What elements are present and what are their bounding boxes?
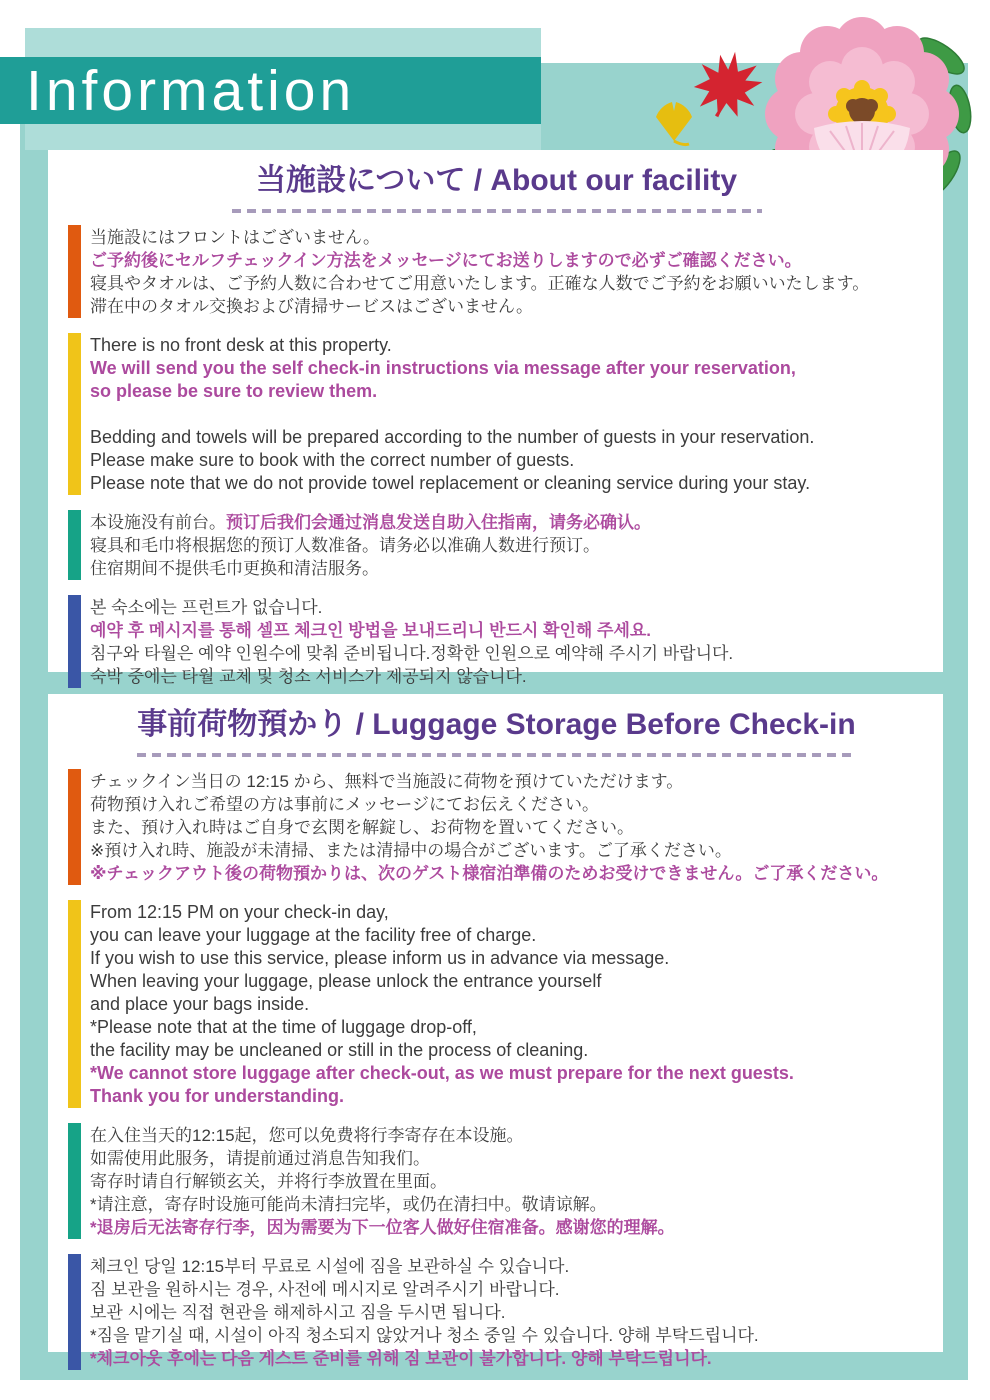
paragraph-text bbox=[90, 225, 925, 318]
accent-bar bbox=[68, 1123, 81, 1239]
paragraph-zh bbox=[68, 510, 925, 580]
paragraph-en bbox=[68, 900, 925, 1108]
text-segment: 寄存时请自行解锁玄关，并将行李放置在里面。 bbox=[90, 1172, 447, 1191]
paragraph-text bbox=[90, 595, 925, 688]
text-line bbox=[90, 642, 925, 665]
text-segment: 寝具和毛巾将根据您的预订人数准备。请务必以准确人数进行预订。 bbox=[90, 536, 600, 555]
text-line bbox=[90, 1016, 925, 1039]
text-line bbox=[90, 924, 925, 947]
text-segment: 住宿期间不提供毛巾更换和清洁服务。 bbox=[90, 559, 379, 578]
text-line bbox=[90, 403, 925, 426]
paragraph-zh bbox=[68, 1123, 925, 1239]
paragraph-text bbox=[90, 900, 925, 1108]
text-segment: the facility may be uncleaned or still in the process of cleaning. bbox=[90, 1040, 589, 1060]
text-segment: Please note that we do not provide towel replacement or cleaning service during your stay. bbox=[90, 473, 811, 493]
page-title: Information bbox=[26, 58, 356, 123]
text-line bbox=[90, 665, 925, 688]
text-segment: チェックイン当日の 12:15 から、無料で当施設に荷物を預けていただけます。 bbox=[90, 772, 684, 791]
text-segment: 보관 시에는 직접 현관을 해제하시고 짐을 두시면 됩니다. bbox=[90, 1303, 506, 1322]
text-line bbox=[90, 534, 925, 557]
text-segment: *짐을 맡기실 때, 시설이 아직 청소되지 않았거나 청소 중일 수 있습니다. 양해 부탁드립니다. bbox=[90, 1326, 759, 1345]
dashed-divider bbox=[232, 209, 762, 213]
paragraph-text bbox=[90, 510, 925, 580]
text-segment: *请注意，寄存时设施可能尚未清扫完毕，或仍在清扫中。敬请谅解。 bbox=[90, 1195, 607, 1214]
paragraph-en bbox=[68, 333, 925, 495]
text-segment: 当施設にはフロントはございません。 bbox=[90, 228, 381, 247]
section-about-facility bbox=[48, 150, 943, 686]
accent-bar bbox=[68, 510, 81, 580]
text-segment: When leaving your luggage, please unlock the entrance yourself bbox=[90, 971, 602, 991]
text-line bbox=[90, 1301, 925, 1324]
text-segment: We will send you the self check-in instructions via message after your reservation, bbox=[90, 358, 796, 378]
section-paragraphs bbox=[68, 769, 925, 1370]
text-segment: 预订后我们会通过消息发送自助入住指南，请务必确认。 bbox=[226, 513, 651, 532]
text-segment: you can leave your luggage at the facility free of charge. bbox=[90, 925, 537, 945]
accent-bar bbox=[68, 900, 81, 1108]
text-line bbox=[90, 1147, 925, 1170]
accent-bar bbox=[68, 225, 81, 318]
text-segment: 침구와 타월은 예약 인원수에 맞춰 준비됩니다.정확한 인원으로 예약해 주시기 바랍니다. bbox=[90, 644, 734, 663]
text-segment: 如需使用此服务，请提前通过消息告知我们。 bbox=[90, 1149, 430, 1168]
accent-bar bbox=[68, 769, 81, 885]
section-title: 事前荷物預かり / Luggage Storage Before Check-in bbox=[137, 708, 856, 741]
paragraph-text bbox=[90, 1254, 925, 1370]
text-line bbox=[90, 334, 925, 357]
text-line bbox=[90, 619, 925, 642]
text-line bbox=[90, 1255, 925, 1278]
text-segment: Bedding and towels will be prepared according to the number of guests in your reservation. bbox=[90, 427, 815, 447]
text-line bbox=[90, 1347, 925, 1370]
text-line bbox=[90, 511, 925, 534]
text-line bbox=[90, 380, 925, 403]
paragraph-ko bbox=[68, 595, 925, 688]
text-line bbox=[90, 1039, 925, 1062]
paragraph-ko bbox=[68, 1254, 925, 1370]
accent-bar bbox=[68, 1254, 81, 1370]
text-line bbox=[90, 426, 925, 449]
text-line bbox=[90, 249, 925, 272]
text-line bbox=[90, 1085, 925, 1108]
accent-bar bbox=[68, 333, 81, 495]
text-segment: If you wish to use this service, please inform us in advance via message. bbox=[90, 948, 670, 968]
ginkgo-leaf-icon bbox=[646, 99, 704, 147]
text-line bbox=[90, 1216, 925, 1239]
text-segment: Thank you for understanding. bbox=[90, 1086, 345, 1106]
text-line bbox=[90, 357, 925, 380]
text-line bbox=[90, 1193, 925, 1216]
text-segment: 荷物預け入れご希望の方は事前にメッセージにてお伝えください。 bbox=[90, 795, 599, 814]
text-segment: 숙박 중에는 타월 교체 및 청소 서비스가 제공되지 않습니다. bbox=[90, 667, 527, 686]
text-segment: また、預け入れ時はご自身で玄関を解錠し、お荷物を置いてください。 bbox=[90, 818, 634, 837]
text-segment: *체크아웃 후에는 다음 게스트 준비를 위해 짐 보관이 불가합니다. 양해 부탁드립니다. bbox=[90, 1349, 712, 1368]
text-line bbox=[90, 839, 925, 862]
text-line bbox=[90, 557, 925, 580]
text-segment: 예약 후 메시지를 통해 셀프 체크인 방법을 보내드리니 반드시 확인해 주세요. bbox=[90, 621, 652, 640]
text-line bbox=[90, 272, 925, 295]
text-line bbox=[90, 993, 925, 1016]
text-line bbox=[90, 1062, 925, 1085]
dashed-divider bbox=[137, 753, 857, 757]
text-line bbox=[90, 793, 925, 816]
text-segment: and place your bags inside. bbox=[90, 994, 310, 1014]
section-luggage-storage bbox=[48, 694, 943, 1368]
paragraph-ja bbox=[68, 225, 925, 318]
paragraph-text bbox=[90, 769, 925, 885]
paragraph-ja bbox=[68, 769, 925, 885]
text-segment: 寝具やタオルは、ご予約人数に合わせてご用意いたします。正確な人数でご予約をお願いいたします。 bbox=[90, 274, 870, 293]
text-segment: 在入住当天的12:15起，您可以免费将行李寄存在本设施。 bbox=[90, 1126, 524, 1145]
text-line bbox=[90, 596, 925, 619]
text-segment: Please make sure to book with the correct number of guests. bbox=[90, 450, 575, 470]
text-segment: so please be sure to review them. bbox=[90, 381, 378, 401]
text-line bbox=[90, 901, 925, 924]
text-segment: From 12:15 PM on your check-in day, bbox=[90, 902, 389, 922]
text-segment: *We cannot store luggage after check-out, as we must prepare for the next guests. bbox=[90, 1063, 794, 1083]
text-segment: *Please note that at the time of luggage drop-off, bbox=[90, 1017, 477, 1037]
accent-bar bbox=[68, 595, 81, 688]
text-line bbox=[90, 295, 925, 318]
text-segment: 짐 보관을 원하시는 경우, 사전에 메시지로 알려주시기 바랍니다. bbox=[90, 1280, 560, 1299]
text-line bbox=[90, 1324, 925, 1347]
text-line bbox=[90, 770, 925, 793]
text-line bbox=[90, 947, 925, 970]
text-segment: 滞在中のタオル交換および清掃サービスはございません。 bbox=[90, 297, 534, 316]
text-segment: ご予約後にセルフチェックイン方法をメッセージにてお送りしますので必ずご確認ください。 bbox=[90, 251, 802, 270]
paragraph-text bbox=[90, 333, 925, 495]
text-line bbox=[90, 1278, 925, 1301]
section-title: 当施設について / About our facility bbox=[255, 164, 738, 197]
text-line bbox=[90, 226, 925, 249]
text-line bbox=[90, 472, 925, 495]
text-segment: 체크인 당일 12:15부터 무료로 시설에 짐을 보관하실 수 있습니다. bbox=[90, 1257, 570, 1276]
header-title-bar bbox=[0, 57, 541, 124]
paragraph-text bbox=[90, 1123, 925, 1239]
text-segment: 본 숙소에는 프런트가 없습니다. bbox=[90, 598, 323, 617]
text-segment: 本设施没有前台。 bbox=[90, 513, 226, 532]
text-line bbox=[90, 862, 925, 885]
text-segment: ※チェックアウト後の荷物預かりは、次のゲスト様宿泊準備のためお受けできません。ご了承ください。 bbox=[90, 864, 889, 883]
text-segment: *退房后无法寄存行李，因为需要为下一位客人做好住宿准备。感谢您的理解。 bbox=[90, 1218, 675, 1237]
text-line bbox=[90, 449, 925, 472]
text-segment: There is no front desk at this property. bbox=[90, 335, 392, 355]
text-line bbox=[90, 1170, 925, 1193]
text-segment: ※預け入れ時、施設が未清掃、または清掃中の場合がございます。ご了承ください。 bbox=[90, 841, 732, 860]
text-line bbox=[90, 816, 925, 839]
text-line bbox=[90, 1124, 925, 1147]
section-paragraphs bbox=[68, 225, 925, 688]
text-line bbox=[90, 970, 925, 993]
